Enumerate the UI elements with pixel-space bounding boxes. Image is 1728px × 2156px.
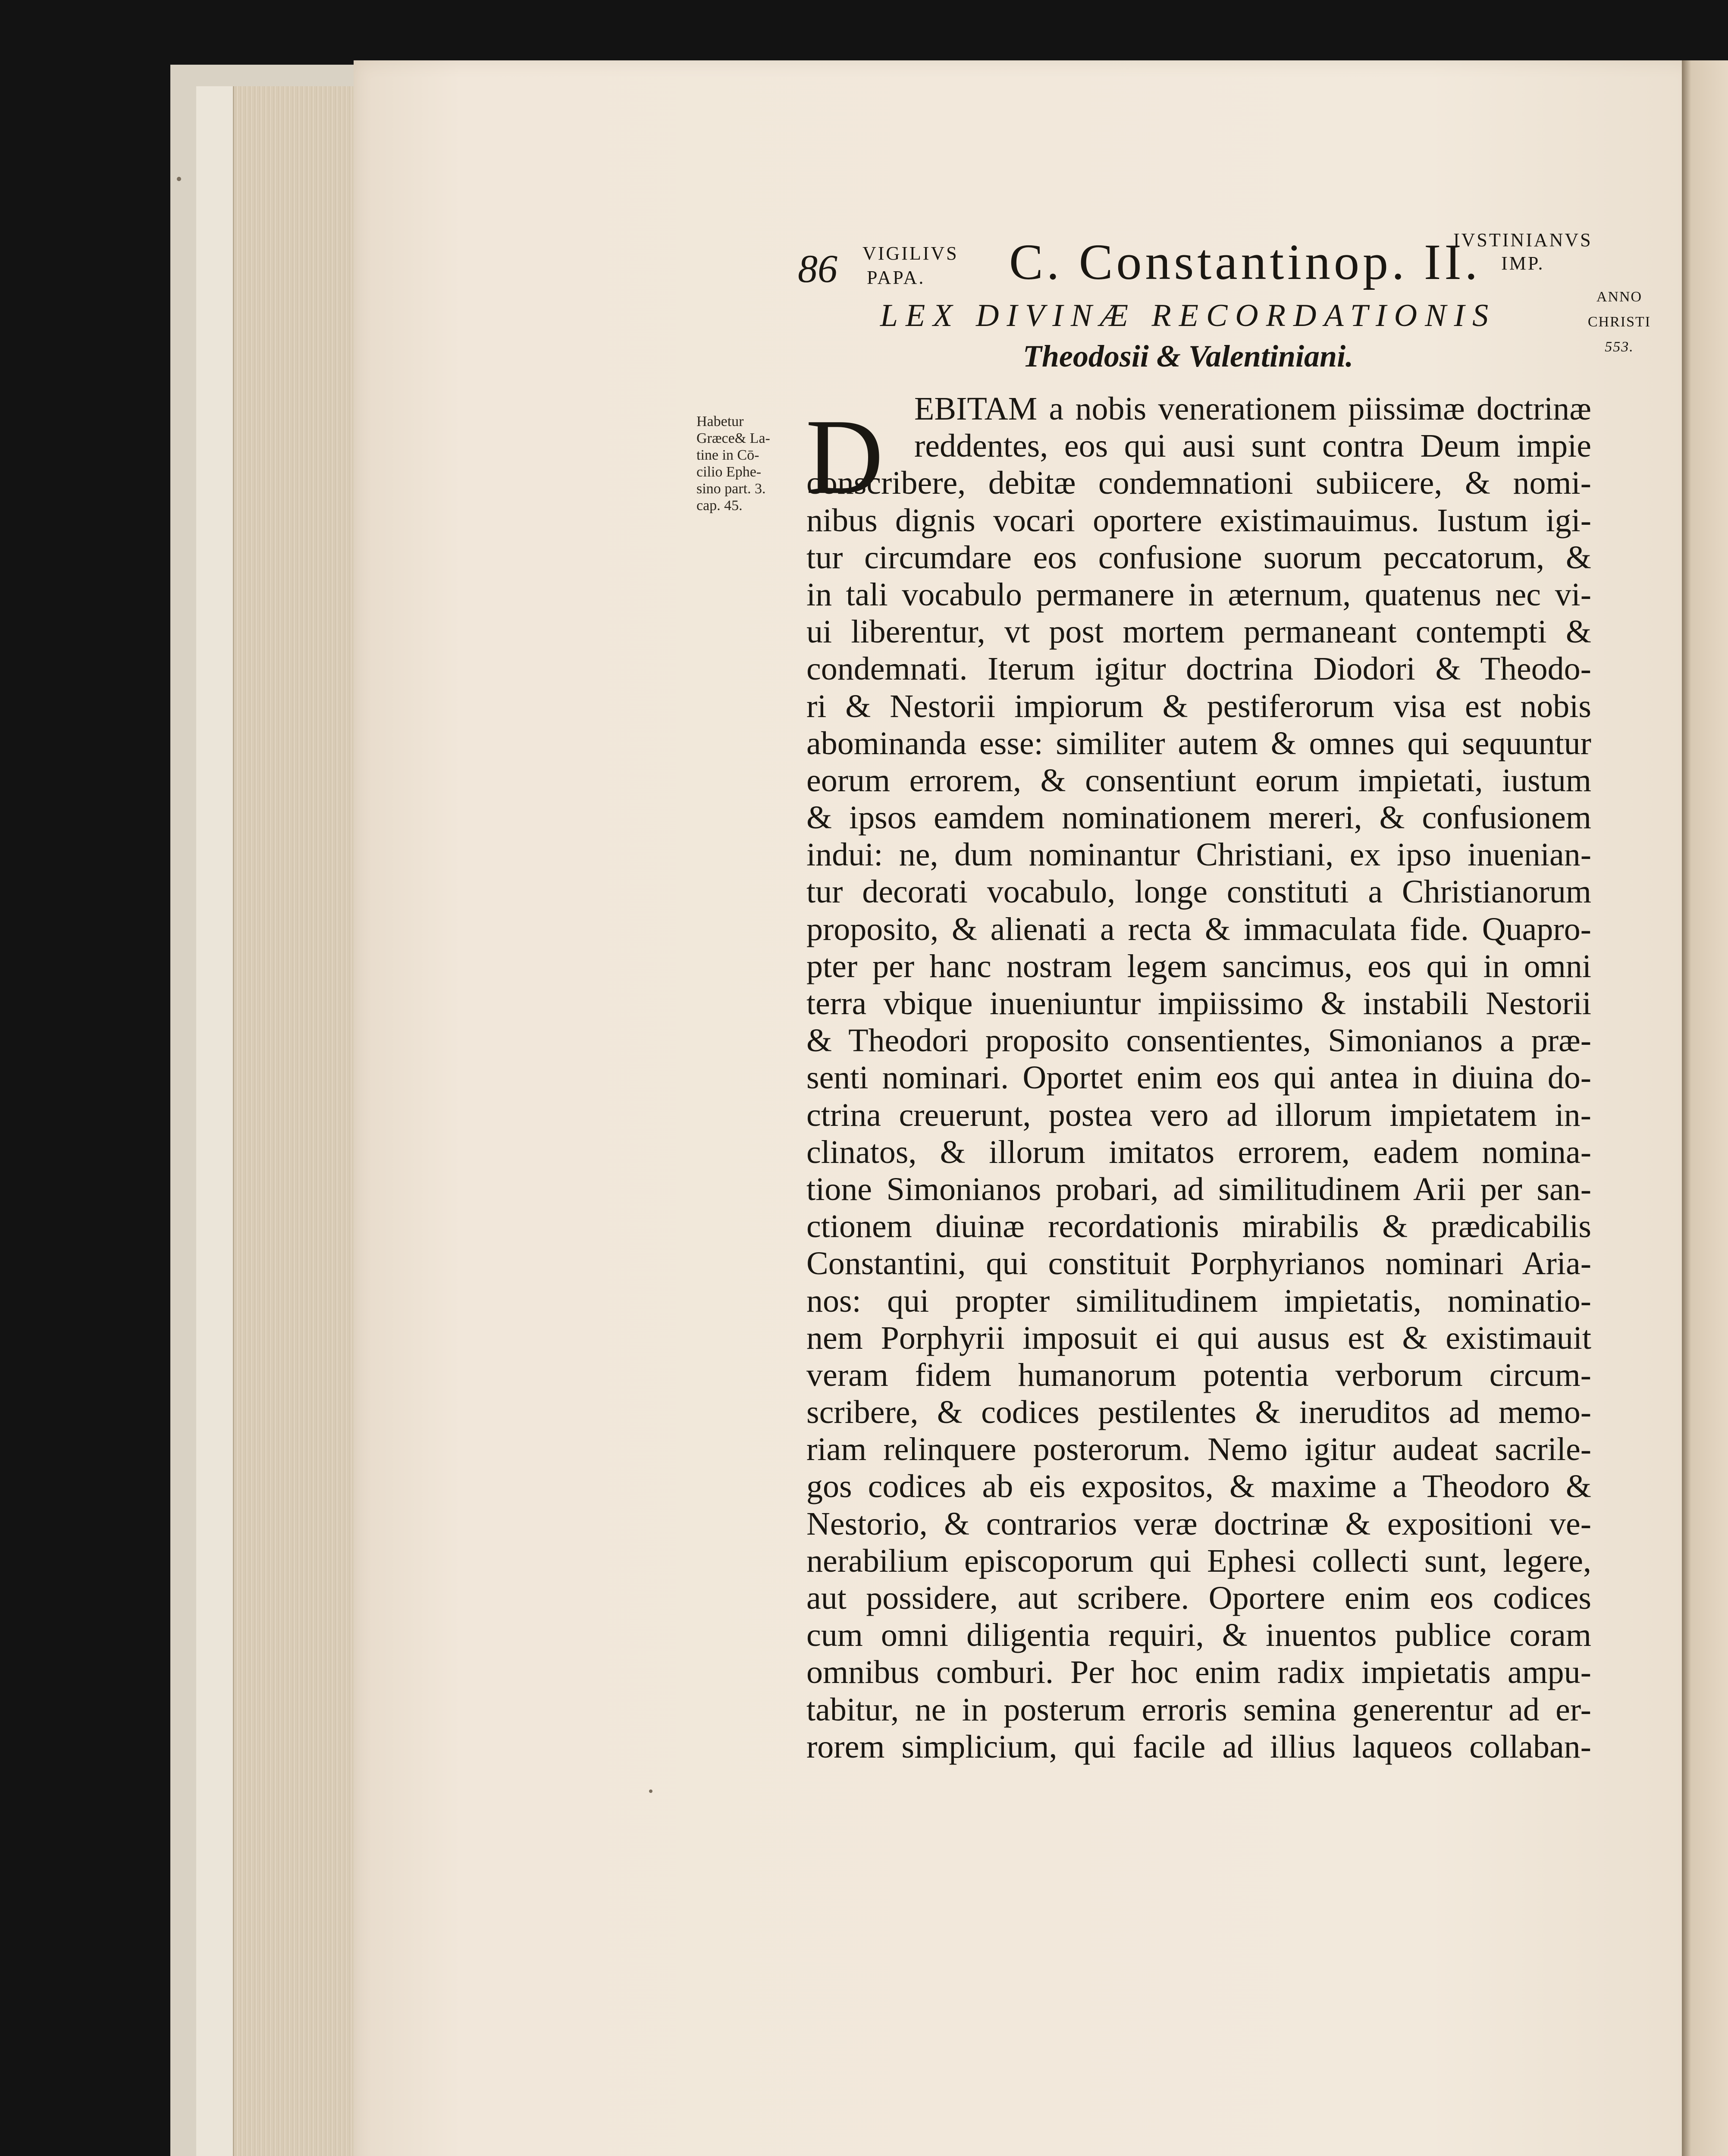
running-head-left-author: VIGILIVS PAPA.: [862, 243, 959, 288]
body-line: cum omni diligentia requiri, & inuentos publice coram: [806, 1617, 1591, 1654]
body-line: nos: qui propter similitudinem impietatis, nominatio-: [806, 1282, 1591, 1319]
body-line: Constantini, qui constituit Porphyrianos nominari Aria-: [806, 1245, 1591, 1282]
body-line: rorem simplicium, qui facile ad illius laqueos collaban-: [806, 1728, 1591, 1765]
body-line: nem Porphyrii imposuit ei qui ausus est & existimauit: [806, 1319, 1591, 1356]
body-line: scribere, & codices pestilentes & ineruditos ad memo-: [806, 1394, 1591, 1431]
page-number: 86: [798, 247, 837, 291]
marginal-note-line: Græce& La-: [696, 430, 770, 446]
marginal-note: [696, 413, 809, 514]
section-heading: LEX DIVINÆ RECORDATIONIS: [880, 298, 1496, 333]
body-line: ri & Nestorii impiorum & pestiferorum visa est nobis: [806, 688, 1591, 724]
body-line: tur decorati vocabulo, longe constituti a Christianorum: [806, 874, 1591, 910]
body-line: nerabilium episcoporum qui Ephesi collecti sunt, legere,: [806, 1542, 1591, 1579]
body-line: veram fidem humanorum potentia verborum circum-: [806, 1357, 1591, 1393]
scan-speck: [177, 177, 181, 181]
page-edges: [233, 86, 364, 2156]
body-line: senti nominari. Oportet enim eos qui antea in diuina do-: [806, 1059, 1591, 1096]
body-line: ctrina creuerunt, postea vero ad illorum impietatem in-: [806, 1097, 1591, 1133]
running-head-right-author: IVSTINIANVS IMP.: [1453, 229, 1593, 274]
body-text: [806, 390, 1591, 1765]
scan-speck: [649, 1789, 652, 1793]
body-line: aut possidere, aut scribere. Oportere enim eos codices: [806, 1580, 1591, 1616]
body-line: indui: ne, dum nominantur Christiani, ex ipso inuenian-: [806, 837, 1591, 873]
body-line: abominanda esse: similiter autem & omnes qui sequuntur: [806, 725, 1591, 761]
section-subheading: Theodosii & Valentiniani.: [1022, 339, 1354, 373]
marginal-note-line: sino part. 3.: [696, 481, 766, 497]
body-line: tione Simonianos probari, ad similitudinem Arii per san-: [806, 1171, 1591, 1207]
body-line: Nestorio, & contrarios veræ doctrinæ & expositioni ve-: [806, 1505, 1591, 1542]
body-line: ui liberentur, vt post mortem permaneant contempti &: [806, 614, 1591, 650]
body-line: nibus dignis vocari oportere existimauimus. Iustum igi-: [806, 502, 1591, 539]
body-line: reddentes, eos qui ausi sunt contra Deum impie: [914, 428, 1591, 464]
running-head-title: C. Constantinop. II.: [1009, 234, 1481, 290]
marginal-note-line: cap. 45.: [696, 498, 743, 514]
body-line: gos codices ab eis expositos, & maxime a Theodoro &: [806, 1468, 1591, 1505]
body-line: proposito, & alienati a recta & immaculata fide. Quapro-: [806, 911, 1591, 947]
body-line: & Theodori proposito consentientes, Simonianos a præ-: [806, 1022, 1591, 1059]
body-line: tur circumdare eos confusione suorum peccatorum, &: [806, 539, 1591, 576]
marginal-note-line: Habetur: [696, 414, 744, 429]
body-line: EBITAM a nobis venerationem piissimæ doctrinæ: [914, 391, 1591, 427]
body-line: condemnati. Iterum igitur doctrina Diodori & Theodo-: [806, 651, 1591, 687]
body-line: terra vbique inueniuntur impiissimo & instabili Nestorii: [806, 985, 1591, 1022]
body-line: tabitur, ne in posterum erroris semina generentur ad er-: [806, 1691, 1591, 1728]
body-line: conscribere, debitæ condemnationi subiicere, & nomi-: [806, 465, 1591, 501]
body-line: pter per hanc nostram legem sancimus, eos qui in omni: [806, 948, 1591, 984]
marginal-note-line: tine in Cō-: [696, 447, 759, 463]
body-line: omnibus comburi. Per hoc enim radix impietatis ampu-: [806, 1654, 1591, 1691]
facing-page-edge: [1682, 60, 1728, 2156]
body-line: eorum errorem, & consentiunt eorum impietati, iustum: [806, 762, 1591, 799]
drop-cap: D: [806, 397, 884, 517]
body-line: in tali vocabulo permanere in æternum, quatenus nec vi-: [806, 576, 1591, 613]
body-line: ctionem diuinæ recordationis mirabilis & prædicabilis: [806, 1208, 1591, 1245]
body-line: riam relinquere posterorum. Nemo igitur audeat sacrile-: [806, 1431, 1591, 1468]
body-line: & ipsos eamdem nominationem mereri, & confusionem: [806, 799, 1591, 836]
marginal-note-line: cilio Ephe-: [696, 464, 762, 480]
anno-christi-note: ANNO CHRISTI 553.: [1587, 289, 1651, 355]
running-head: [798, 229, 1617, 293]
body-line: clinatos, & illorum imitatos errorem, eadem nomina-: [806, 1134, 1591, 1170]
